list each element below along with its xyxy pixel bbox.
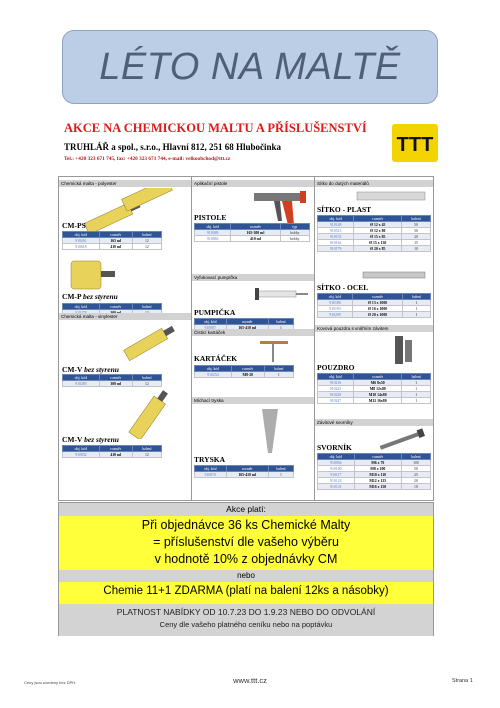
product-name-pumpicka: PUMPIČKA <box>194 308 236 317</box>
table-row: 910094 M6 x 70 100 <box>318 460 431 466</box>
table-row: 910179 Ø 20 x 85 10 <box>318 246 431 252</box>
table-row: 910230 M10 14x80 1 <box>318 392 431 398</box>
table-row: 910155 Ø 15 x 85 20 <box>318 234 431 240</box>
table-row: 910216 M6 8x50 1 <box>318 380 431 386</box>
cartridge-image <box>117 389 183 439</box>
section-head: Vyfukovací pumpička <box>192 274 314 281</box>
table-row: 910223 M8 12x80 1 <box>318 386 431 392</box>
table-row: 910087 165-410 ml 1 <box>195 325 294 331</box>
table-row: 910131 M16 x 150 10 <box>318 484 431 490</box>
offer-or: nebo <box>59 570 433 582</box>
table-row: 910124 M12 x 125 20 <box>318 478 431 484</box>
product-name-cm-v-410: CM-V bez styrenu <box>62 435 119 444</box>
table-svornik: obj. kód rozměr balení 910094 M6 x 70 100 910100 M8 x 100 50 910117 M10 x 110 25 910124 M12 x 125 20 910131 M16 x 150 10 <box>317 453 431 490</box>
nozzle-image <box>256 407 302 457</box>
product-name-svornik: SVORNÍK <box>317 443 352 452</box>
product-name-pistole: PISTOLE <box>194 213 227 222</box>
table-tryska: obj. kód rozměr balení 910070 165-410 ml 1 <box>194 465 294 478</box>
footer-page: Strana 1 <box>452 678 473 684</box>
footer-note: Ceny jsou uvedeny bez DPH. <box>24 680 77 685</box>
column-anchors <box>315 177 433 500</box>
table-pistole: obj. kód rozměr typ 910049 165-300 ml hobby 910063 410 ml hobby <box>194 223 310 242</box>
company-address: TRUHLÁŘ a spol., s.r.o., Hlavní 812, 251 68 Hlubočinka <box>64 142 281 152</box>
table-row: 910186 Ø 13 x 1000 1 <box>318 300 431 306</box>
product-name-cm-v: CM-V bez styrenu <box>62 365 119 374</box>
sleeve-image <box>389 334 429 366</box>
offer-validity-band <box>59 604 433 636</box>
section-head: Chemická malta - vinylester <box>59 313 191 320</box>
headline: AKCE NA CHEMICKOU MALTU A PŘÍSLUŠENSTVÍ <box>64 121 367 135</box>
table-row: 910285 300 ml 12 <box>63 381 162 387</box>
column-accessories <box>192 177 314 500</box>
offer-line-3: v hodnotě 10% z objednávky CM <box>154 552 338 566</box>
brush-image <box>258 337 298 363</box>
mesh-plastic-image <box>355 188 429 204</box>
product-name-sitko-plast: SÍTKO - PLAST <box>317 205 372 214</box>
offer-intro: Akce platí: <box>59 503 433 516</box>
cartridge-image <box>77 188 187 232</box>
section-head: Chemická malta - polyester <box>59 180 191 187</box>
table-cm-ps: obj. kód rozměr balení 910261 165 ml 12 910618 410 ml 12 <box>62 231 162 250</box>
table-row: 910162 Ø 15 x 130 15 <box>318 240 431 246</box>
offer-validity: PLATNOST NABÍDKY OD 10.7.23 DO 1.9.23 NEBO DO ODVOLÁNÍ <box>116 607 376 617</box>
section-head: Kovová pouzdra s vnitřním závitem <box>315 325 433 332</box>
product-name-cm-ps: CM-PS <box>62 221 86 230</box>
table-row: 910100 M8 x 100 50 <box>318 466 431 472</box>
product-name-pouzdro: POUZDRO <box>317 363 355 372</box>
section-head: Sítko do dutých materiálů <box>315 180 433 187</box>
cartridge-image <box>119 322 181 362</box>
logo-text: TTT <box>396 134 434 156</box>
table-row: 910618 410 ml 12 <box>63 244 162 250</box>
offer-line-2: = příslušenství dle vašeho výběru <box>153 535 339 549</box>
bolt-image <box>375 428 429 452</box>
offer-line-1: Při objednávce 36 ks Chemické Malty <box>141 518 351 532</box>
product-name-kartacek: KARTÁČEK <box>194 354 238 363</box>
product-name-sitko-ocel: SÍTKO - OCEL <box>317 283 369 292</box>
table-row: 910032 410 ml 12 <box>63 452 162 458</box>
table-cm-v-300: obj. kód rozměr balení 910285 300 ml 12 <box>62 374 162 387</box>
table-cm-p: obj. kód rozměr balení <box>62 303 162 316</box>
table-row: 910261 165 ml 12 <box>63 238 162 244</box>
table-cm-v-410: obj. kód rozměr balení 910032 410 ml 12 <box>62 445 162 458</box>
table-row: 910148 Ø 12 x 45 50 <box>318 222 431 228</box>
table-row: 910247 M12 16x80 1 <box>318 398 431 404</box>
table-sitko-plast: obj. kód rozměr balení 910148 Ø 12 x 45 50 910513 Ø 12 x 80 50 910155 Ø 15 x 85 20 910162 Ø 15 x 130 15 910179 Ø 20 x 85 10 <box>317 215 431 252</box>
mesh-steel-image <box>361 268 429 282</box>
pump-image <box>254 283 310 307</box>
title-banner <box>62 30 438 104</box>
table-row: 910117 M10 x 110 25 <box>318 472 431 478</box>
footer-url[interactable]: www.ttt.cz <box>233 676 267 685</box>
section-head: Závitové svorníky <box>315 419 433 426</box>
table-row: 910254 M8-20 1 <box>195 372 294 378</box>
table-row: 910209 Ø 20 x 1000 1 <box>318 312 431 318</box>
page-title: LÉTO NA MALTĚ <box>99 45 401 88</box>
cartridge-image <box>69 257 119 293</box>
section-head: Míchací tryska <box>192 397 314 404</box>
section-head: Aplikační pistole <box>192 180 314 187</box>
offer-box <box>58 502 434 636</box>
product-grid <box>58 176 434 501</box>
table-row: 910049 165-300 ml hobby <box>195 230 310 236</box>
product-name-tryska: TRYSKA <box>194 455 225 464</box>
product-name-cm-p: CM-P bez styrenu <box>62 292 118 301</box>
table-pumpicka: obj. kód rozměr balení 910087 165-410 ml 1 <box>194 318 294 331</box>
table-row: 910070 165-410 ml 1 <box>195 472 294 478</box>
table-pouzdro: obj. kód rozměr balení 910216 M6 8x50 1 910223 M8 12x80 1 910230 M10 14x80 1 910247 M12 16x80 1 <box>317 373 431 404</box>
section-head: Čisticí kartáček <box>192 329 314 336</box>
ttt-logo <box>392 124 438 162</box>
contact-line: Tel.: +420 323 671 745, fax: +420 323 671 744, e-mail: velkoobchod@ttt.cz <box>64 156 231 162</box>
table-sitko-ocel: obj. kód rozměr balení 910186 Ø 13 x 1000 1 910193 Ø 16 x 1000 1 910209 Ø 20 x 1000 1 <box>317 293 431 318</box>
column-chemical-mortar <box>59 177 191 500</box>
table-row: 910193 Ø 16 x 1000 1 <box>318 306 431 312</box>
table-row: 910513 Ø 12 x 80 50 <box>318 228 431 234</box>
offer-line-4: Chemie 11+1 ZDARMA (platí na balení 12ks a násobky) <box>103 585 389 597</box>
offer-prices: Ceny dle vašeho platného ceníku nebo na poptávku <box>159 620 333 629</box>
table-kartacek: obj. kód rozměr balení 910254 M8-20 1 <box>194 365 294 378</box>
table-row: 910063 410 ml hobby <box>195 236 310 242</box>
